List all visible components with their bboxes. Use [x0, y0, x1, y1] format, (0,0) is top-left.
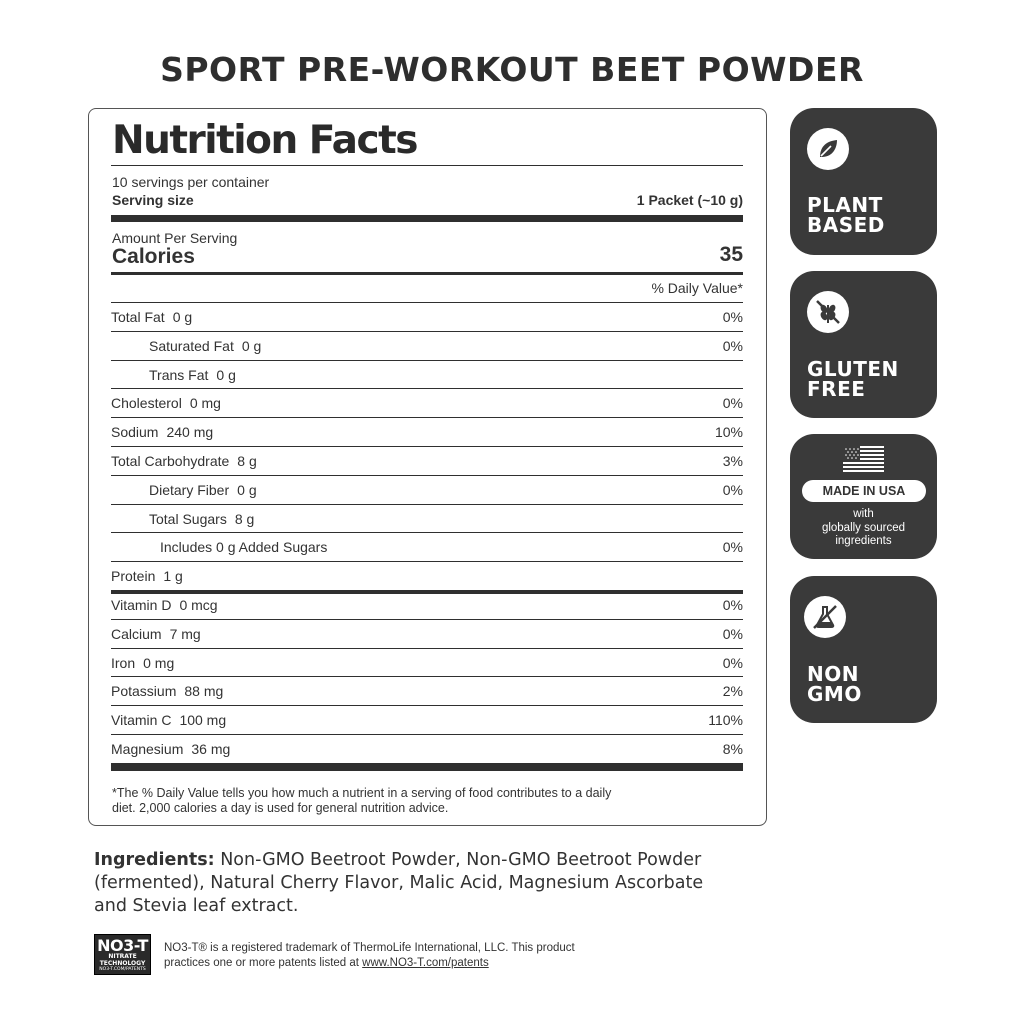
- nutrient-name-amount: [111, 597, 218, 613]
- plant-based-label: PLANT BASED: [807, 193, 885, 237]
- nutrient-amount: 0 g: [241, 337, 262, 354]
- nutrient-row: [111, 676, 743, 704]
- nutrient-amount: 8 g: [237, 453, 257, 469]
- nutrient-label: Magnesium: [111, 741, 184, 757]
- nutrient-daily-value: 0%: [722, 395, 743, 412]
- nutrient-label: Total Fat: [111, 309, 165, 325]
- nutrition-facts-heading: Nutrition Facts: [112, 118, 417, 163]
- nutrient-row: [111, 734, 743, 762]
- nutrient-row: [111, 331, 743, 359]
- nutrient-row: [111, 590, 743, 618]
- nutrient-row: [111, 475, 743, 503]
- nutrient-label: Calcium: [111, 625, 162, 642]
- leaf-icon: [807, 128, 849, 170]
- nutrient-name-amount: [111, 626, 201, 642]
- nutrient-daily-value: 0%: [722, 625, 743, 642]
- nutrient-name-amount: [149, 511, 254, 527]
- ingredients: [94, 849, 734, 918]
- nutrient-label: Iron: [111, 654, 136, 671]
- nutrient-daily-value: 0%: [722, 309, 743, 325]
- nutrient-daily-value: 0%: [722, 539, 743, 556]
- nutrient-amount: 8 g: [234, 510, 255, 527]
- no3t-logo: [94, 934, 151, 975]
- nutrient-daily-value: 0%: [722, 337, 743, 354]
- nutrient-name-amount: [111, 453, 257, 469]
- plant-based-badge: [790, 108, 937, 255]
- nutrient-amount: 7 mg: [169, 625, 201, 642]
- nutrient-label: Vitamin D: [111, 597, 172, 613]
- divider-thick: [111, 215, 743, 222]
- nutrient-row: [111, 360, 743, 388]
- trademark-notice: [164, 941, 604, 971]
- ingredients-text: Non-GMO Beetroot Powder, Non-GMO Beetroot Powder (fermented), Natural Cherry Flavor, Malic Acid, Magnesium Ascorbate and Stevia leaf extract.: [94, 850, 704, 916]
- nutrient-row: [111, 388, 743, 416]
- nutrient-label: Trans Fat: [149, 366, 209, 383]
- nutrient-name-amount: [149, 338, 261, 354]
- nutrient-label: Potassium: [111, 683, 177, 700]
- gluten-free-badge: [790, 271, 937, 418]
- nutrient-daily-value: 3%: [722, 453, 743, 469]
- nutrient-daily-value: 0%: [722, 654, 743, 671]
- made-in-usa-label: MADE IN USA: [802, 480, 926, 502]
- nutrient-label: Cholesterol: [111, 395, 182, 412]
- divider: [111, 165, 743, 166]
- nutrient-row: [111, 705, 743, 733]
- trademark-text: NO3-T® is a registered trademark of ThermoLife International, LLC. This product practices one or more patents listed at: [164, 942, 575, 969]
- serving-size-label: Serving size: [112, 192, 194, 208]
- non-gmo-label: NON GMO: [807, 662, 862, 706]
- nutrient-label: Saturated Fat: [149, 337, 234, 354]
- nutrient-label: Protein: [111, 568, 156, 585]
- nutrient-name-amount: [149, 482, 257, 498]
- nutrient-amount: 1 g: [163, 568, 183, 585]
- gluten-free-label: GLUTEN FREE: [807, 357, 899, 401]
- nutrient-amount: 0 mg: [189, 395, 221, 412]
- patents-link[interactable]: www.NO3-T.com/patents: [362, 957, 489, 969]
- nutrient-daily-value: 0%: [722, 481, 743, 498]
- product-title: SPORT PRE-WORKOUT BEET POWDER: [160, 50, 864, 89]
- nutrient-label: Vitamin C: [111, 712, 172, 729]
- no-gluten-icon: [807, 291, 849, 333]
- servings-per-container: 10 servings per container: [112, 174, 270, 190]
- nutrient-label: Includes 0 g Added Sugars: [160, 539, 328, 556]
- nutrient-name-amount: [111, 309, 192, 325]
- nutrient-row: [111, 504, 743, 532]
- no3t-logo-tiny: NO3-T.COM/PATENTS: [99, 967, 146, 972]
- nutrient-amount: 240 mg: [166, 424, 214, 441]
- nutrient-row: [111, 561, 743, 589]
- calories-value: 35: [719, 243, 743, 266]
- non-gmo-badge: [790, 576, 937, 723]
- no-gmo-icon: [804, 596, 846, 638]
- nutrient-daily-value: 10%: [714, 424, 743, 441]
- nutrient-name-amount: [111, 741, 230, 757]
- nutrient-label: Sodium: [111, 424, 159, 441]
- made-in-usa-subtext: with globally sourced ingredients: [821, 508, 906, 547]
- nutrient-amount: 0 mg: [143, 654, 175, 671]
- nutrient-daily-value: 2%: [722, 683, 743, 700]
- us-flag-icon: [843, 446, 884, 477]
- nutrient-row: [111, 619, 743, 647]
- nutrient-name-amount: [111, 424, 213, 440]
- nutrient-name-amount: [111, 683, 223, 699]
- nutrient-daily-value: 8%: [722, 741, 743, 757]
- nutrient-label: Dietary Fiber: [149, 481, 230, 498]
- nutrient-row: [111, 302, 743, 330]
- nutrient-name-amount: [149, 367, 236, 383]
- amount-per-serving: Amount Per Serving: [112, 230, 238, 246]
- nutrient-amount: 0 g: [237, 481, 257, 498]
- no3t-logo-main: NO3-T: [97, 936, 148, 955]
- serving-size-value: 1 Packet (~10 g): [636, 192, 743, 208]
- no3t-logo-sub: NITRATE TECHNOLOGY: [99, 953, 146, 967]
- nutrient-name-amount: [111, 568, 183, 584]
- divider-medium: [111, 272, 743, 275]
- nutrient-daily-value: 0%: [722, 597, 743, 613]
- nutrient-row: [111, 417, 743, 445]
- nutrient-amount: 0 mcg: [179, 597, 218, 613]
- daily-value-header: % Daily Value*: [651, 280, 743, 296]
- nutrient-name-amount: [111, 395, 221, 411]
- ingredients-label: Ingredients:: [94, 850, 215, 870]
- nutrient-amount: 88 mg: [184, 683, 224, 700]
- nutrient-row: [111, 648, 743, 676]
- nutrient-daily-value: 110%: [708, 712, 743, 729]
- nutrient-name-amount: [111, 712, 226, 728]
- nutrient-amount: 36 mg: [191, 741, 231, 757]
- nutrient-name-amount: [111, 655, 174, 671]
- nutrient-name-amount: [160, 539, 335, 555]
- nutrient-amount: 100 mg: [179, 712, 227, 729]
- nutrient-label: Total Sugars: [149, 510, 227, 527]
- nutrient-row: [111, 532, 743, 560]
- nutrient-amount: 0 g: [216, 366, 236, 383]
- nutrient-row: [111, 446, 743, 474]
- nutrient-amount: 0 g: [172, 309, 193, 325]
- made-in-usa-badge: [790, 434, 937, 559]
- daily-value-footnote: *The % Daily Value tells you how much a nutrient in a serving of food contributes to a daily diet. 2,000 calories a day is used for general nutrition advice.: [112, 786, 612, 815]
- divider: [111, 763, 743, 771]
- calories-label: Calories: [112, 245, 195, 268]
- nutrient-label: Total Carbohydrate: [111, 453, 230, 469]
